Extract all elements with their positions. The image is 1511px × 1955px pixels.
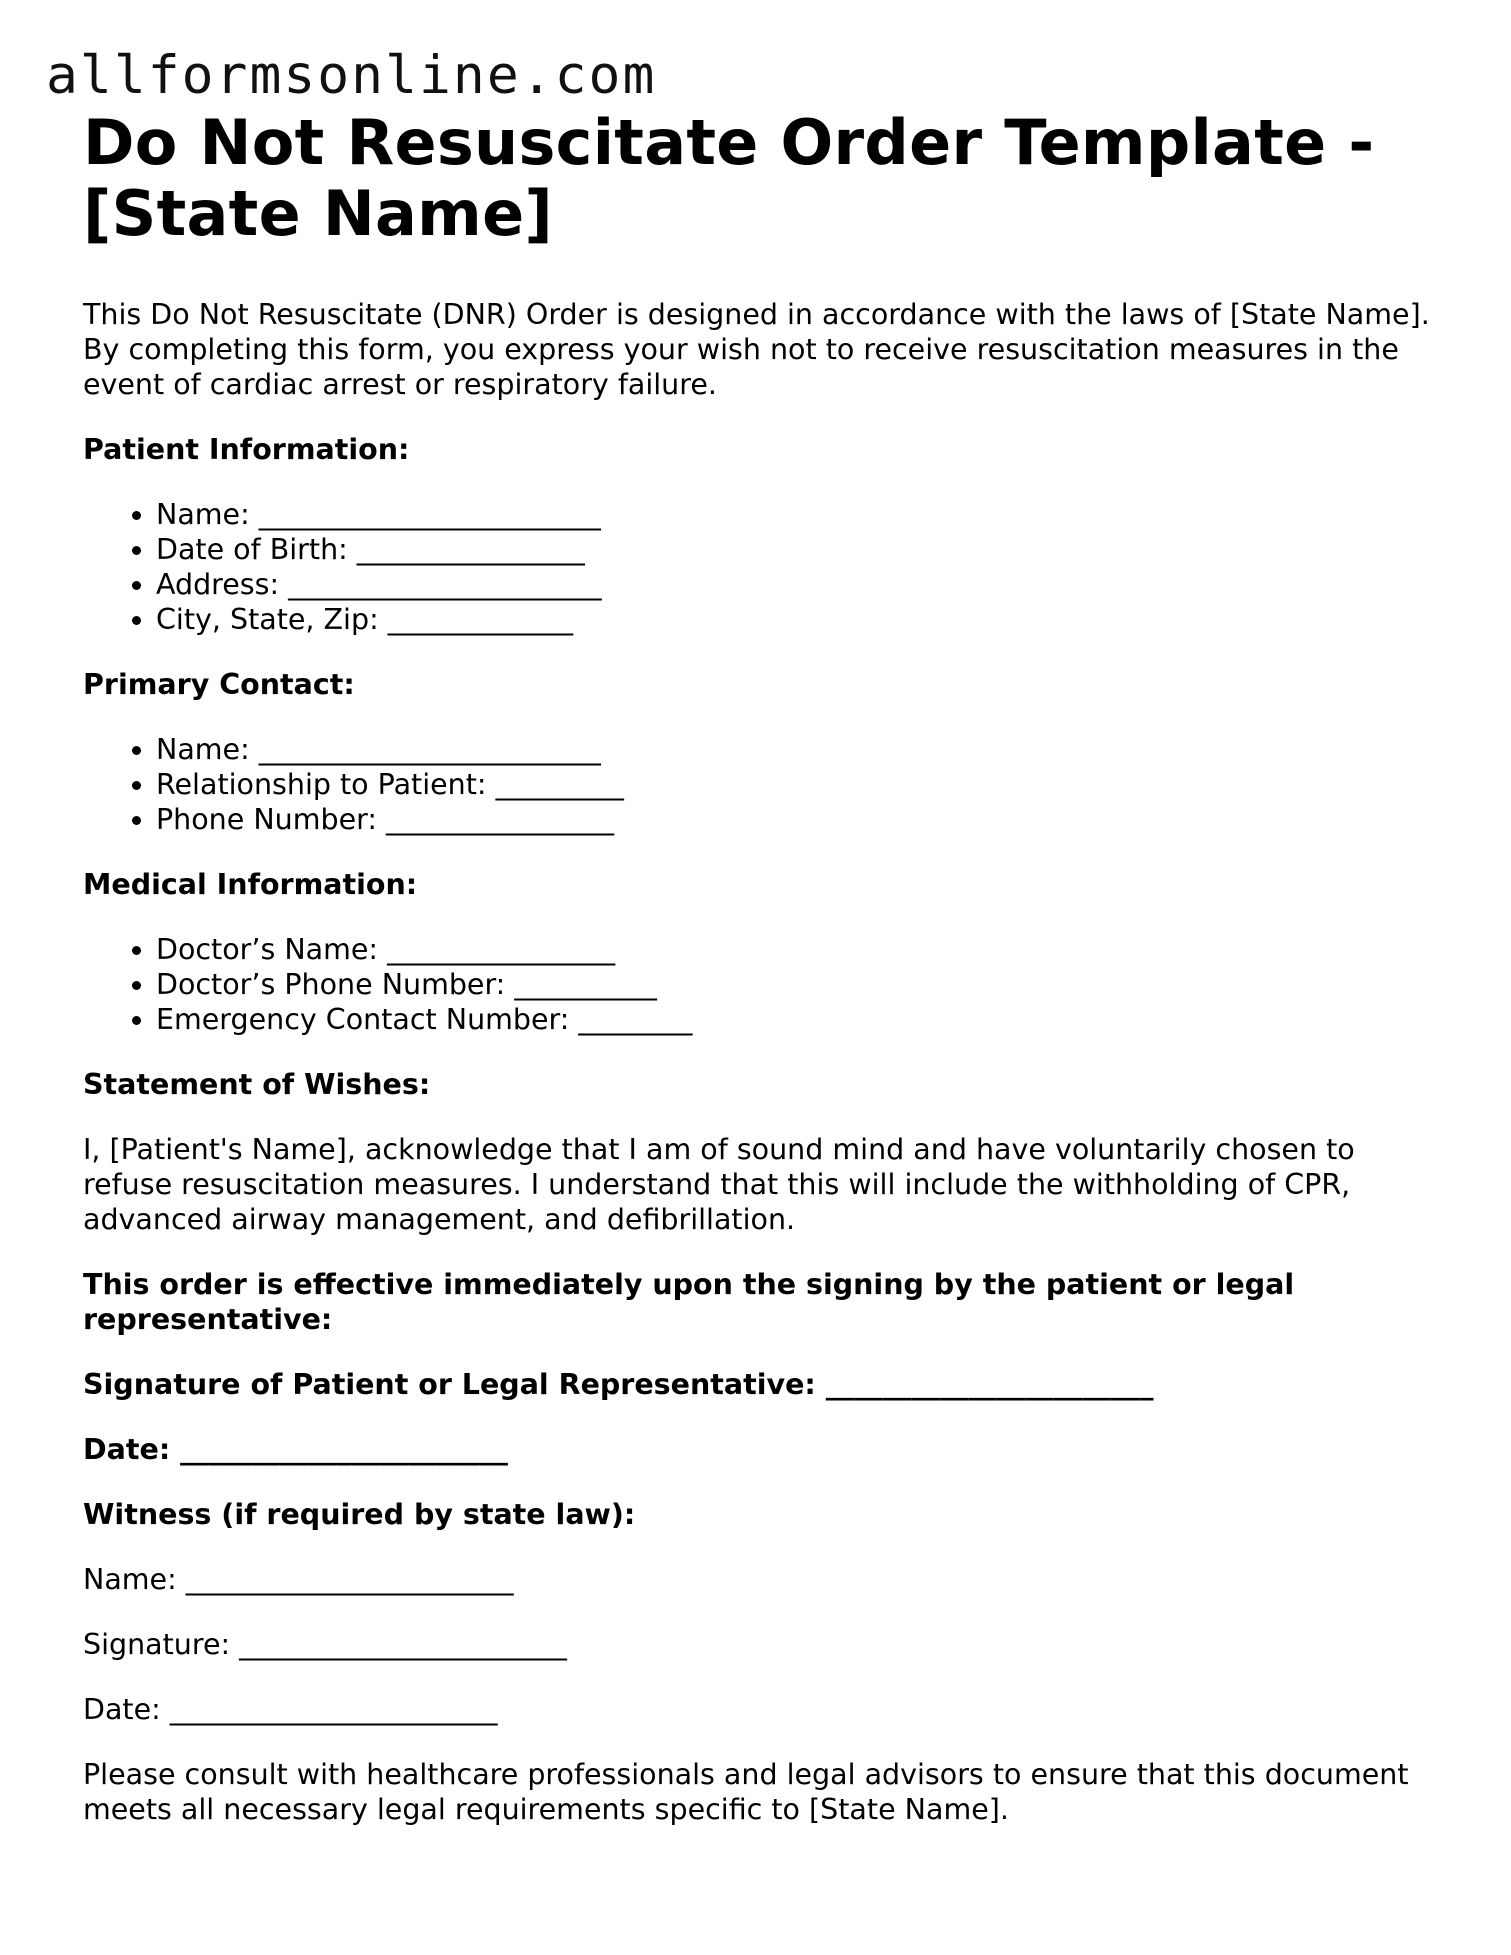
witness-name-line[interactable]: Name: _______________________: [83, 1563, 514, 1596]
contact-name-field[interactable]: • Name: ________________________: [156, 732, 1443, 767]
primary-contact-list: [83, 732, 1443, 837]
emergency-contact-field[interactable]: • Emergency Contact Number: ________: [156, 1002, 1443, 1037]
contact-phone-field[interactable]: • Phone Number: ________________: [156, 802, 1443, 837]
effective-statement: This order is effective immediately upon the signing by the patient or legal representative:: [83, 1268, 1295, 1336]
patient-info-list: [83, 497, 1443, 637]
statement-of-wishes-heading: Statement of Wishes:: [83, 1068, 431, 1101]
document-title: Do Not Resuscitate Order Template - [State Name]: [83, 106, 1375, 250]
medical-info-list: [83, 932, 1443, 1037]
patient-info-heading: Patient Information:: [83, 433, 410, 466]
doctor-phone-field[interactable]: • Doctor’s Phone Number: __________: [156, 967, 1443, 1002]
patient-name-field[interactable]: • Name: ________________________: [156, 497, 1443, 532]
site-watermark: allformsonline.com: [46, 45, 657, 106]
statement-of-wishes-text: I, [Patient's Name], acknowledge that I am of sound mind and have voluntarily chosen to refuse resuscitation measures. I understand that this will include the withholding of CPR, advanced airway management, and defibrillation.: [83, 1133, 1355, 1236]
doctor-name-field[interactable]: • Doctor’s Name: ________________: [156, 932, 1443, 967]
patient-address-field[interactable]: • Address: ______________________: [156, 567, 1443, 602]
witness-heading: Witness (if required by state law):: [83, 1498, 636, 1531]
dnr-document: [83, 107, 1443, 1827]
patient-dob-field[interactable]: • Date of Birth: ________________: [156, 532, 1443, 567]
contact-relationship-field[interactable]: • Relationship to Patient: _________: [156, 767, 1443, 802]
primary-contact-heading: Primary Contact:: [83, 668, 355, 701]
witness-signature-line[interactable]: Signature: _______________________: [83, 1628, 567, 1661]
intro-paragraph: This Do Not Resuscitate (DNR) Order is designed in accordance with the laws of [State Name]. By completing this form, you express your wish not to receive resuscitation measures in the event of cardiac arrest or respiratory failure.: [83, 298, 1430, 401]
patient-city-state-zip-field[interactable]: • City, State, Zip: _____________: [156, 602, 1443, 637]
legal-disclaimer: Please consult with healthcare professionals and legal advisors to ensure that this document meets all necessary legal requirements specific to [State Name].: [83, 1758, 1409, 1826]
patient-signature-line[interactable]: Signature of Patient or Legal Representative: _______________________: [83, 1368, 1154, 1401]
medical-info-heading: Medical Information:: [83, 868, 418, 901]
witness-date-line[interactable]: Date: _______________________: [83, 1693, 498, 1726]
signature-date-line[interactable]: Date: _______________________: [83, 1433, 508, 1466]
